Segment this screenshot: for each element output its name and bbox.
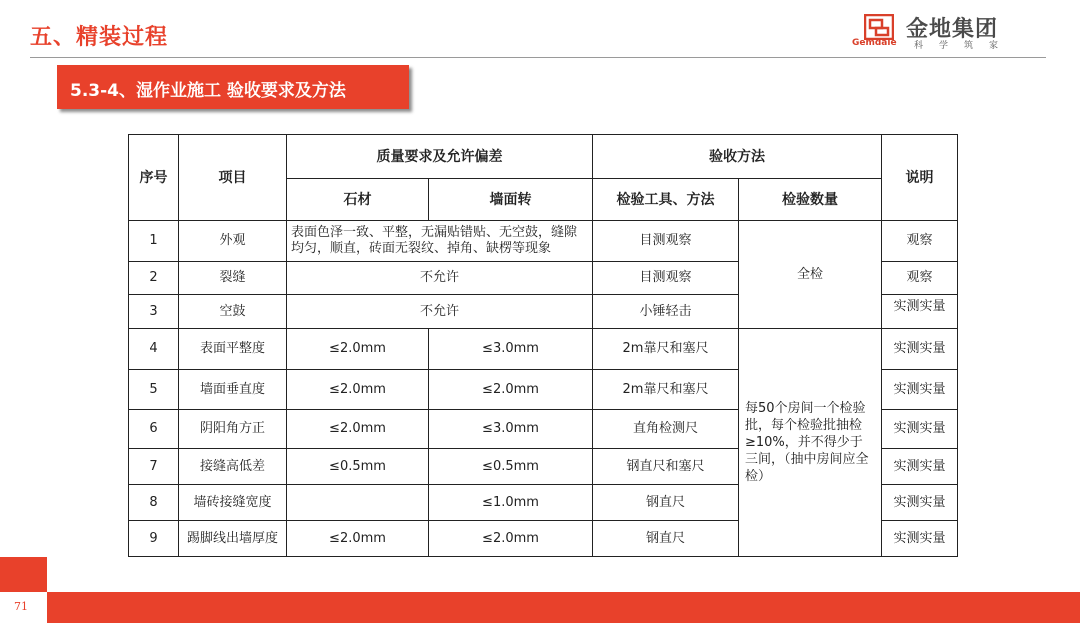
row-note: 实测实量 xyxy=(882,329,958,370)
row-tool: 小锤轻击 xyxy=(593,295,739,329)
section-title: 5.3-4、湿作业施工 验收要求及方法 xyxy=(70,81,346,101)
table-row xyxy=(129,221,958,262)
row-note: 观察 xyxy=(882,262,958,295)
header-tool: 检验工具、方法 xyxy=(593,179,739,221)
row-item: 阴阳角方正 xyxy=(179,410,287,449)
row-item: 裂缝 xyxy=(179,262,287,295)
row-seq: 1 xyxy=(129,221,179,262)
row-seq: 7 xyxy=(129,449,179,485)
row-note: 实测实量 xyxy=(882,370,958,410)
row-tile: ≤0.5mm xyxy=(429,449,593,485)
footer-accent-bar xyxy=(47,592,1080,623)
row-note: 实测实量 xyxy=(882,295,958,329)
page-number: 71 xyxy=(14,600,28,613)
logo-slogan: 科学筑家 xyxy=(914,41,1015,51)
header-divider xyxy=(30,57,1046,58)
table-header-row xyxy=(129,135,958,179)
row-seq: 5 xyxy=(129,370,179,410)
header-seq: 序号 xyxy=(129,135,179,221)
row-tool: 钢直尺和塞尺 xyxy=(593,449,739,485)
header-stone: 石材 xyxy=(287,179,429,221)
row-note: 实测实量 xyxy=(882,521,958,557)
row-stone: ≤2.0mm xyxy=(287,410,429,449)
row-tool: 钢直尺 xyxy=(593,521,739,557)
row-item: 墙面垂直度 xyxy=(179,370,287,410)
row-stone: ≤0.5mm xyxy=(287,449,429,485)
row-item: 空鼓 xyxy=(179,295,287,329)
row-item: 墙砖接缝宽度 xyxy=(179,485,287,521)
row-note: 观察 xyxy=(882,221,958,262)
row-note: 实测实量 xyxy=(882,485,958,521)
row-seq: 9 xyxy=(129,521,179,557)
row-qty-sampling: 每50个房间一个检验批，每个检验批抽检≥10%，并不得少于三间，（抽中房间应全检） xyxy=(739,329,882,557)
row-qty-full: 全检 xyxy=(739,221,882,329)
row-seq: 2 xyxy=(129,262,179,295)
row-tool: 2m靠尺和塞尺 xyxy=(593,370,739,410)
section-title-box xyxy=(57,65,409,109)
company-logo xyxy=(850,8,1040,52)
table-row xyxy=(129,329,958,370)
logo-english-name: Gemdale xyxy=(852,38,897,48)
header-method: 验收方法 xyxy=(593,135,882,179)
row-item: 外观 xyxy=(179,221,287,262)
gemdale-logo-icon xyxy=(864,14,894,40)
row-item: 表面平整度 xyxy=(179,329,287,370)
acceptance-table xyxy=(128,134,958,557)
header-tile: 墙面转 xyxy=(429,179,593,221)
row-seq: 8 xyxy=(129,485,179,521)
row-stone: ≤2.0mm xyxy=(287,370,429,410)
row-item: 踢脚线出墙厚度 xyxy=(179,521,287,557)
row-tile: ≤1.0mm xyxy=(429,485,593,521)
header-note: 说明 xyxy=(882,135,958,221)
header-item: 项目 xyxy=(179,135,287,221)
row-stone xyxy=(287,485,429,521)
row-tool: 直角检测尺 xyxy=(593,410,739,449)
row-tool: 钢直尺 xyxy=(593,485,739,521)
row-tool: 目测观察 xyxy=(593,221,739,262)
row-tile: ≤2.0mm xyxy=(429,521,593,557)
row-seq: 6 xyxy=(129,410,179,449)
row-requirement: 不允许 xyxy=(287,295,593,329)
row-requirement: 不允许 xyxy=(287,262,593,295)
row-item: 接缝高低差 xyxy=(179,449,287,485)
header-quality: 质量要求及允许偏差 xyxy=(287,135,593,179)
row-note: 实测实量 xyxy=(882,410,958,449)
row-stone: ≤2.0mm xyxy=(287,329,429,370)
row-tile: ≤3.0mm xyxy=(429,410,593,449)
row-tile: ≤3.0mm xyxy=(429,329,593,370)
acceptance-table-wrapper xyxy=(128,134,958,557)
logo-chinese-name: 金地集团 xyxy=(906,17,999,42)
row-seq: 4 xyxy=(129,329,179,370)
row-requirement: 表面色泽一致、平整，无漏贴错贴、无空鼓，缝隙均匀，顺直，砖面无裂纹、掉角、缺楞等现象 xyxy=(287,221,593,262)
row-tool: 目测观察 xyxy=(593,262,739,295)
footer-accent-tab xyxy=(0,557,47,592)
row-tile: ≤2.0mm xyxy=(429,370,593,410)
row-tool: 2m靠尺和塞尺 xyxy=(593,329,739,370)
row-seq: 3 xyxy=(129,295,179,329)
row-note: 实测实量 xyxy=(882,449,958,485)
row-stone: ≤2.0mm xyxy=(287,521,429,557)
header-qty: 检验数量 xyxy=(739,179,882,221)
page-header-title: 五、精装过程 xyxy=(30,25,169,50)
